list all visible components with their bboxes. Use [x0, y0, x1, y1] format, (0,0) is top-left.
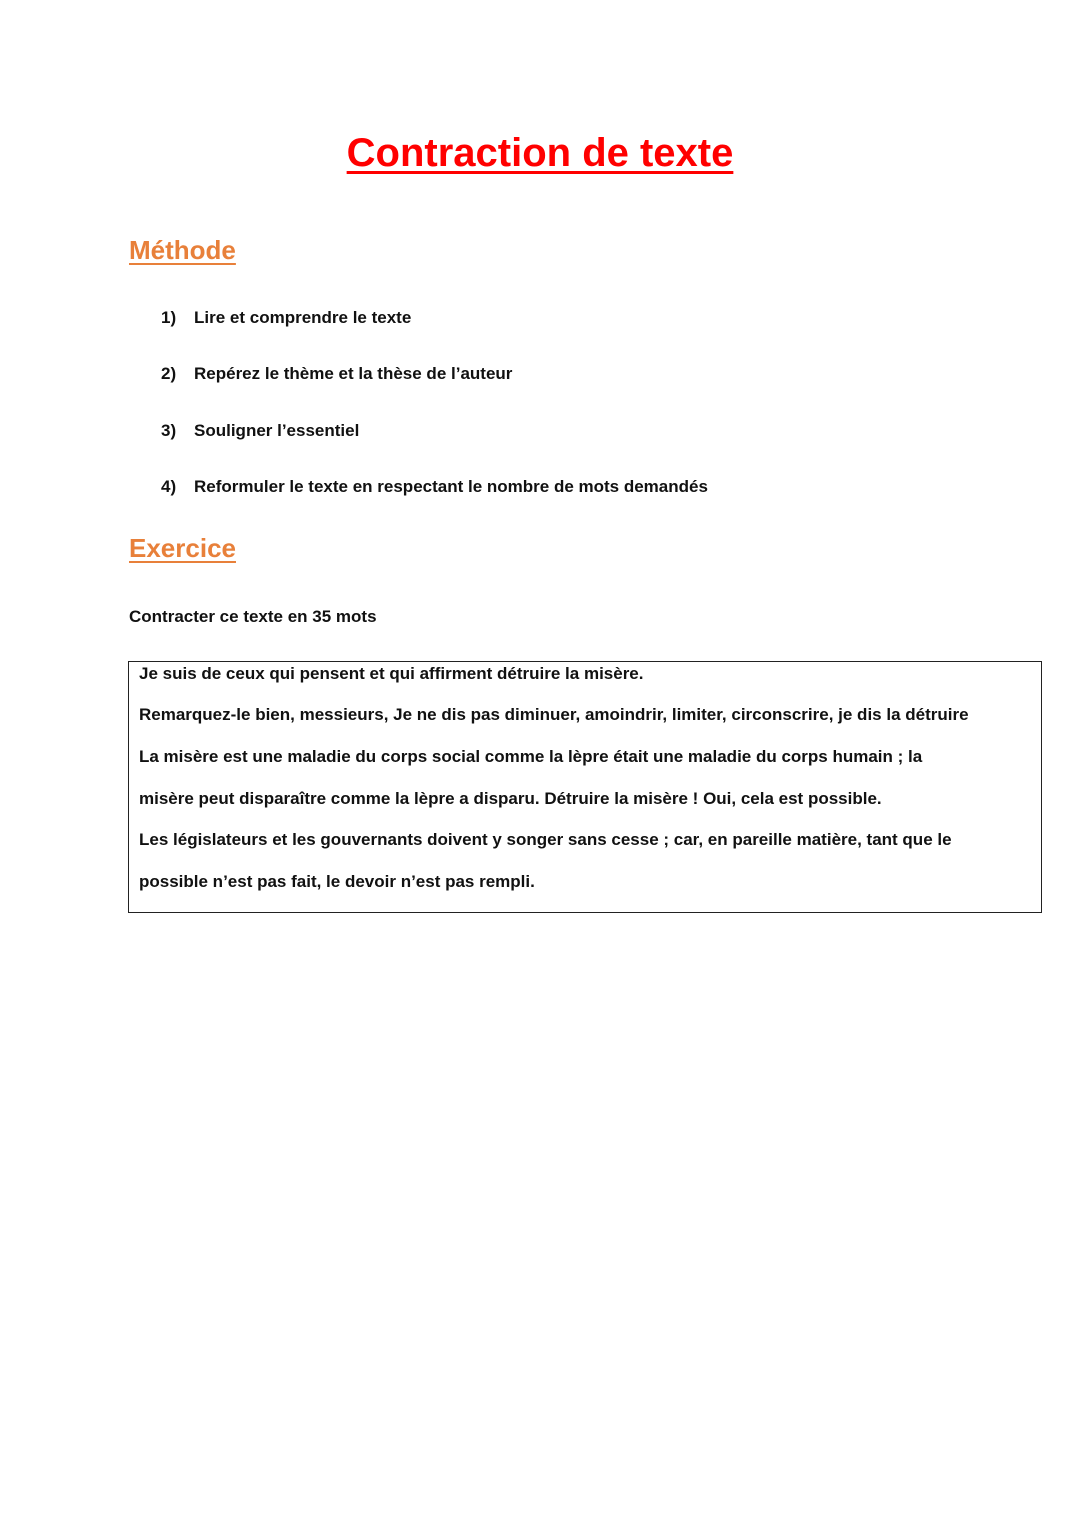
- page-title: [0, 127, 1080, 179]
- source-text-box: [128, 661, 1042, 913]
- step-number: 4): [161, 477, 177, 497]
- exercise-instruction: Contracter ce texte en 35 mots: [129, 607, 377, 626]
- source-text-line: Je suis de ceux qui pensent et qui affirment détruire la misère.: [139, 664, 644, 683]
- step-number: 1): [161, 308, 177, 327]
- step-number: 2): [161, 364, 177, 384]
- step-text: Reformuler le texte en respectant le nombre de mots demandés: [194, 477, 708, 497]
- source-text-line: possible n’est pas fait, le devoir n’est pas rempli.: [139, 872, 535, 892]
- method-step: [161, 362, 708, 418]
- source-text-line: Les législateurs et les gouvernants doivent y songer sans cesse ; car, en pareille matière, tant que le: [139, 830, 952, 850]
- source-text-line: Remarquez-le bien, messieurs, Je ne dis pas diminuer, amoindrir, limiter, circonscrire, je dis la détruire: [139, 705, 969, 724]
- step-number: 3): [161, 420, 177, 440]
- source-text-line: La misère est une maladie du corps social comme la lèpre était une maladie du corps humain ; la: [139, 746, 923, 766]
- method-heading: Méthode: [129, 235, 236, 265]
- page-title-text: Contraction de texte: [346, 131, 734, 175]
- source-text-line: misère peut disparaître comme la lèpre a disparu. Détruire la misère ! Oui, cela est possible.: [139, 788, 882, 808]
- method-steps-list: [161, 306, 708, 532]
- step-text: Lire et comprendre le texte: [194, 308, 412, 327]
- method-step: [161, 419, 708, 475]
- exercise-heading: Exercice: [129, 533, 236, 563]
- step-text: Souligner l’essentiel: [194, 420, 360, 440]
- step-text: Repérez le thème et la thèse de l’auteur: [194, 364, 513, 384]
- method-step: [161, 306, 708, 362]
- method-step: [161, 475, 708, 531]
